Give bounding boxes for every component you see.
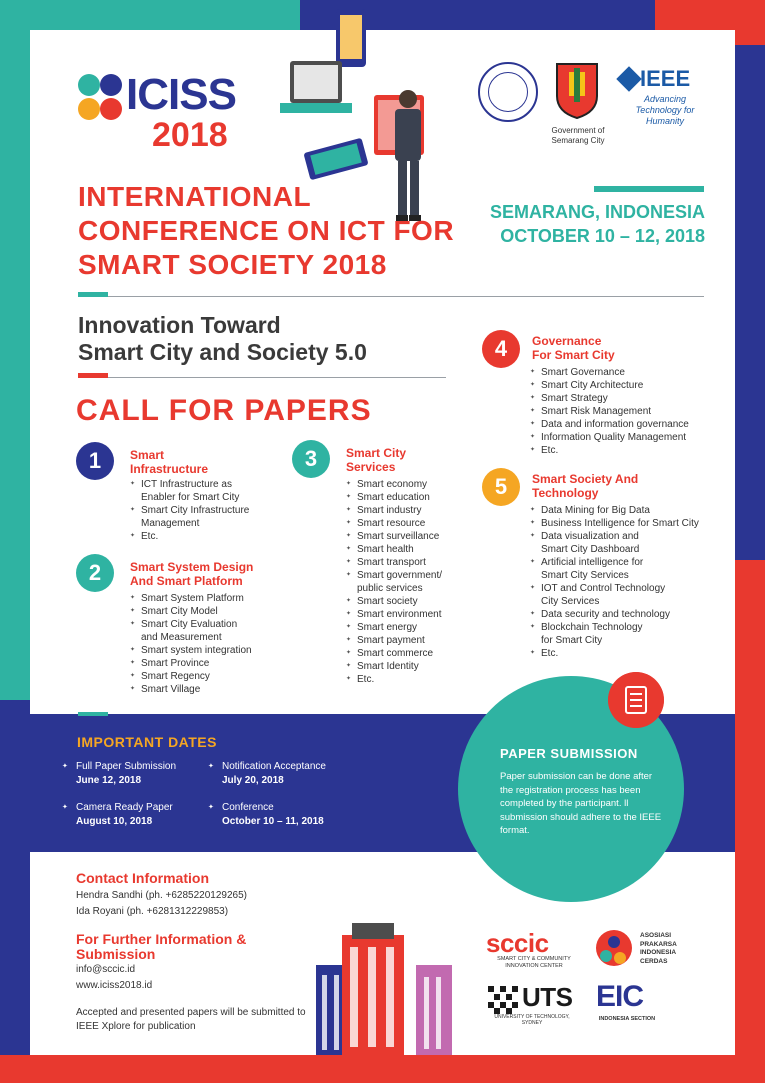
topic-item: ✦ Smart industry [346,504,486,517]
email-link[interactable]: info@sccic.id [76,964,136,975]
topic-item: ✦ Smart Identity [346,660,486,673]
topic-title: Governance For Smart City [532,334,615,362]
iciss-logo [78,70,248,160]
paper-submission-text: Paper submission can be done after the registration process has been completed by the participant. ll submission should adhere to the IEEE format. [500,771,662,836]
contact-title: Contact Information [76,870,209,886]
date-conference: ✦ Conference October 10 – 11, 2018 [208,801,324,829]
important-dates-title: IMPORTANT DATES [77,734,217,750]
paper-submission-title: PAPER SUBMISSION [500,746,638,761]
buildings-illustration [312,915,462,1055]
topic-title: Smart Society And Technology [532,472,639,500]
conference-title: INTERNATIONAL CONFERENCE ON ICT FOR SMART SOCIETY 2018 [78,181,455,280]
tagline [78,312,458,366]
topic-item: ✦ Data visualization and [530,530,710,543]
topic-item: ✦ Smart economy [346,478,486,491]
topic-items [130,478,280,543]
logo-dot-red [100,98,122,120]
topic-item: ✦ ICT Infrastructure as [130,478,280,491]
topic-item: Smart City Dashboard [541,544,640,555]
topic-item: ✦ Smart transport [346,556,486,569]
topic-number: 5 [482,468,520,506]
topic-item: ✦ Smart environment [346,608,486,621]
logo-dot-blue [100,74,122,96]
topic-item: ✦ Etc. [130,530,280,543]
eic-subtitle: INDONESIA SECTION [598,1016,656,1022]
topic-item: ✦ Smart Risk Management [530,405,710,418]
eic-logo: EIC [596,980,644,1013]
publication-note: Accepted and presented papers will be submitted to IEEE Xplore for publication [76,1007,306,1032]
call-for-papers-heading: CALL FOR PAPERS [76,394,372,427]
sccic-logo: sccic [486,928,549,958]
topic-item: ✦ Smart education [346,491,486,504]
topic-item: Management [141,518,200,529]
topic-item: ✦ Smart System Platform [130,592,280,605]
divider-accent [78,292,108,297]
divider [78,296,704,297]
topic-item: public services [357,583,423,594]
further-info-title: For Further Information & Submission [76,931,247,962]
ieee-logo: IEEE [640,66,691,91]
logo-year: 2018 [152,116,228,154]
topic-item: ✦ Etc. [530,444,710,457]
venue-block [460,200,705,248]
topic-item: for Smart City [541,635,603,646]
topic-item: Enabler for Smart City [141,492,240,503]
topic-title: Smart System Design And Smart Platform [130,560,254,588]
contact-person-2: Ida Royani (ph. +6281312229853) [76,906,229,917]
topic-item: ✦ Smart society [346,595,486,608]
government-label: Government of Semarang City [551,126,605,145]
contact-person-1: Hendra Sandhi (ph. +6285220129265) [76,890,247,901]
topic-number: 3 [292,440,330,478]
topic-items [530,504,710,660]
topic-item: ✦ Smart Province [130,657,280,670]
document-icon [608,672,664,728]
website-link[interactable]: www.iciss2018.id [76,980,153,991]
topic-number: 1 [76,442,114,480]
frame-top-left [0,0,300,30]
apic-logo-text: ASOSIASI PRAKARSA INDONESIA CERDAS [640,932,677,965]
topic-item: ✦ Smart government/ [346,569,486,582]
topic-item: ✦ Smart City Architecture [530,379,710,392]
logo-dot-teal [78,74,100,96]
topic-item: ✦ Artificial intelligence for [530,556,710,569]
topic-item: and Measurement [141,632,222,643]
topic-item: ✦ Smart Governance [530,366,710,379]
topic-item: ✦ Smart payment [346,634,486,647]
topic-number: 4 [482,330,520,368]
topic-item: ✦ Smart Regency [130,670,280,683]
semarang-shield-logo [555,62,599,120]
apic-logo-mark [594,928,634,968]
divider-accent [78,373,108,378]
topic-item: ✦ Data and information governance [530,418,710,431]
topic-item: ✦ Data security and technology [530,608,710,621]
divider [78,377,446,378]
conference-dates: OCTOBER 10 – 12, 2018 [500,226,705,246]
uts-grid-icon [488,986,518,1014]
topic-item: ✦ IOT and Control Technology [530,582,710,595]
topic-item: ✦ Smart City Evaluation [130,618,280,631]
topic-item: ✦ Smart energy [346,621,486,634]
topic-item: City Services [541,596,600,607]
frame-left-upper [0,0,30,700]
frame-bottom [0,1055,765,1083]
topic-item: ✦ Business Intelligence for Smart City [530,517,710,530]
ieee-tagline: Advancing Technology for Humanity [635,94,695,126]
topic-item: ✦ Smart surveillance [346,530,486,543]
topic-title: Smart Infrastructure [130,448,209,476]
tagline-line1: Innovation Toward [78,312,281,338]
topic-item: ✦ Smart Village [130,683,280,696]
logo-dot-yellow [78,98,100,120]
topic-item: ✦ Etc. [530,647,710,660]
date-notification: ✦ Notification Acceptance July 20, 2018 [208,760,326,788]
university-seal-logo [478,62,538,122]
topic-item: Smart City Services [541,570,629,581]
topic-item: ✦ Information Quality Management [530,431,710,444]
sccic-subtitle: SMART CITY & COMMUNITY INNOVATION CENTER [497,956,571,969]
location: SEMARANG, INDONESIA [489,202,705,222]
tagline-line2: Smart City and Society 5.0 [78,339,367,365]
date-camera-ready: ✦ Camera Ready Paper August 10, 2018 [62,801,173,829]
topic-items [346,478,486,686]
topic-item: ✦ Smart health [346,543,486,556]
uts-subtitle: UNIVERSITY OF TECHNOLOGY, SYDNEY [494,1014,570,1026]
topic-item: ✦ Etc. [346,673,486,686]
topic-item: ✦ Smart City Model [130,605,280,618]
logo-word: ICISS [126,70,236,119]
uts-logo: UTS [522,982,573,1012]
topic-items [530,366,710,457]
topic-title: Smart City Services [346,446,407,474]
date-full-paper: ✦ Full Paper Submission June 12, 2018 [62,760,176,788]
topic-item: ✦ Smart commerce [346,647,486,660]
frame-right-lower [735,560,765,1083]
venue-accent-bar [594,186,704,192]
topic-item: ✦ Data Mining for Big Data [530,504,710,517]
topic-items [130,592,280,696]
topic-item: ✦ Smart Strategy [530,392,710,405]
band-accent [78,712,108,716]
topic-item: ✦ Blockchain Technology [530,621,710,634]
topic-item: ✦ Smart City Infrastructure [130,504,280,517]
topic-item: ✦ Smart system integration [130,644,280,657]
topic-number: 2 [76,554,114,592]
topic-item: ✦ Smart resource [346,517,486,530]
